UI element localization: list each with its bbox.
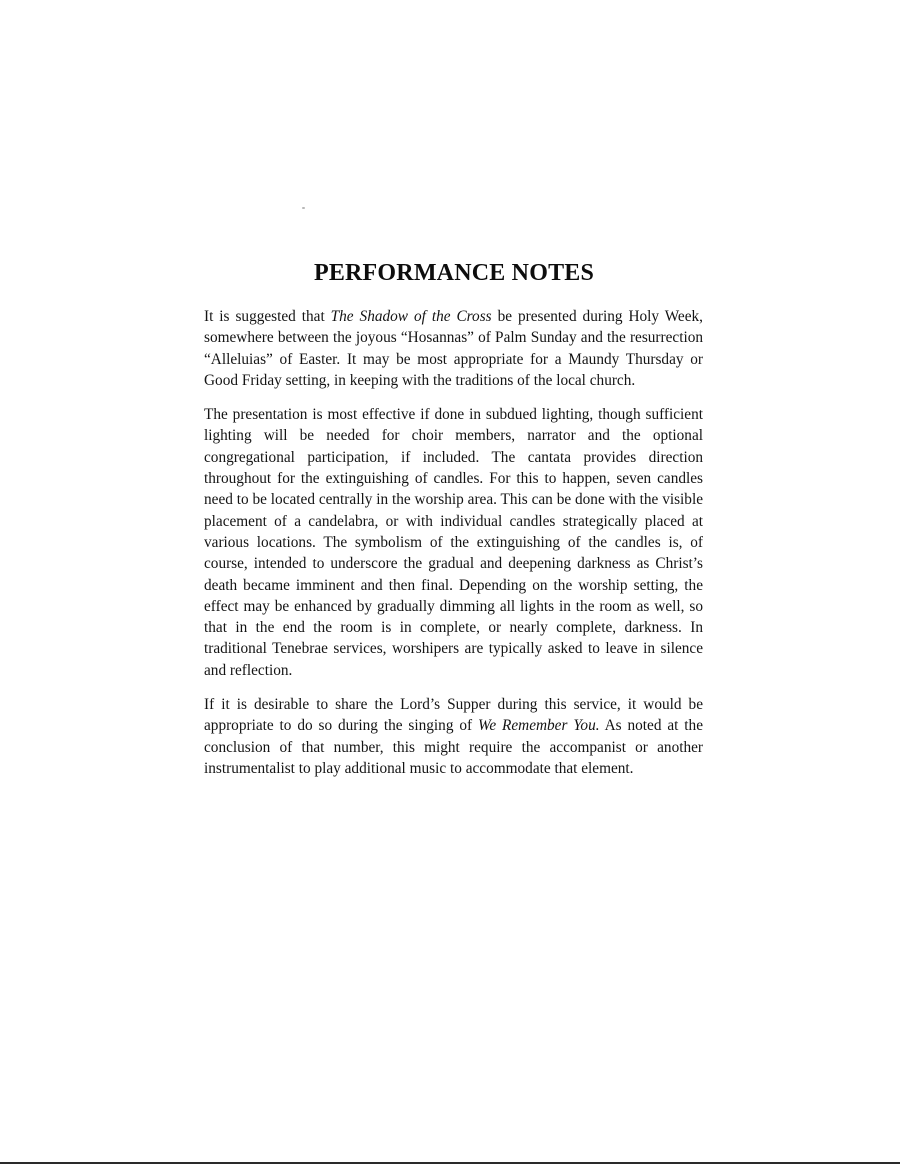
cantata-title: The Shadow of the Cross	[330, 308, 492, 325]
paragraph-presentation-timing	[204, 306, 703, 391]
song-title: We Remember You.	[478, 717, 600, 735]
body-text	[204, 306, 703, 792]
paragraph-lighting-candles	[204, 404, 703, 681]
page-title: PERFORMANCE NOTES	[313, 260, 595, 286]
paragraph-1-text-start: It is suggested that	[204, 308, 331, 325]
paragraph-3-text-start: If it is desirable to share the Lord’s Supper during this service, it would be appropriate to do so during the singing of	[204, 696, 703, 735]
scan-speck	[302, 207, 305, 209]
paragraph-lords-supper	[204, 694, 703, 779]
paragraph-3-text-end: As noted at the conclusion of that number, this might require the accompanist or another instrumentalist to play additional music to accommodate that element.	[204, 717, 703, 777]
paragraph-1-text-end: be presented during Holy Week, somewhere between the joyous “Hosannas” of Palm Sunday and the resurrection “Alleluias” of Easter. It may be most appropriate for a Maundy Thursday or Good Friday setting, in keeping with the traditions of the local church.	[204, 308, 703, 389]
paragraph-2-text: The presentation is most effective if done in subdued lighting, though sufficient lighting will be needed for choir members, narrator and the optional congregational participation, if included. The cantata provides direction throughout for the extinguishing of candles. For this to happen, seven candles need to be located centrally in the worship area. This can be done with the visible placement of a candelabra, or with individual candles strategically placed at various locations. The symbolism of the extinguishing of the candles is, of course, intended to underscore the gradual and deepening darkness as Christ’s death became imminent and then final. Depending on the worship setting, the effect may be enhanced by gradually dimming all lights in the room as well, so that in the end the room is in complete, or nearly complete, darkness. In traditional Tenebrae services, worshipers are typically asked to leave in silence and reflection.	[204, 406, 703, 679]
